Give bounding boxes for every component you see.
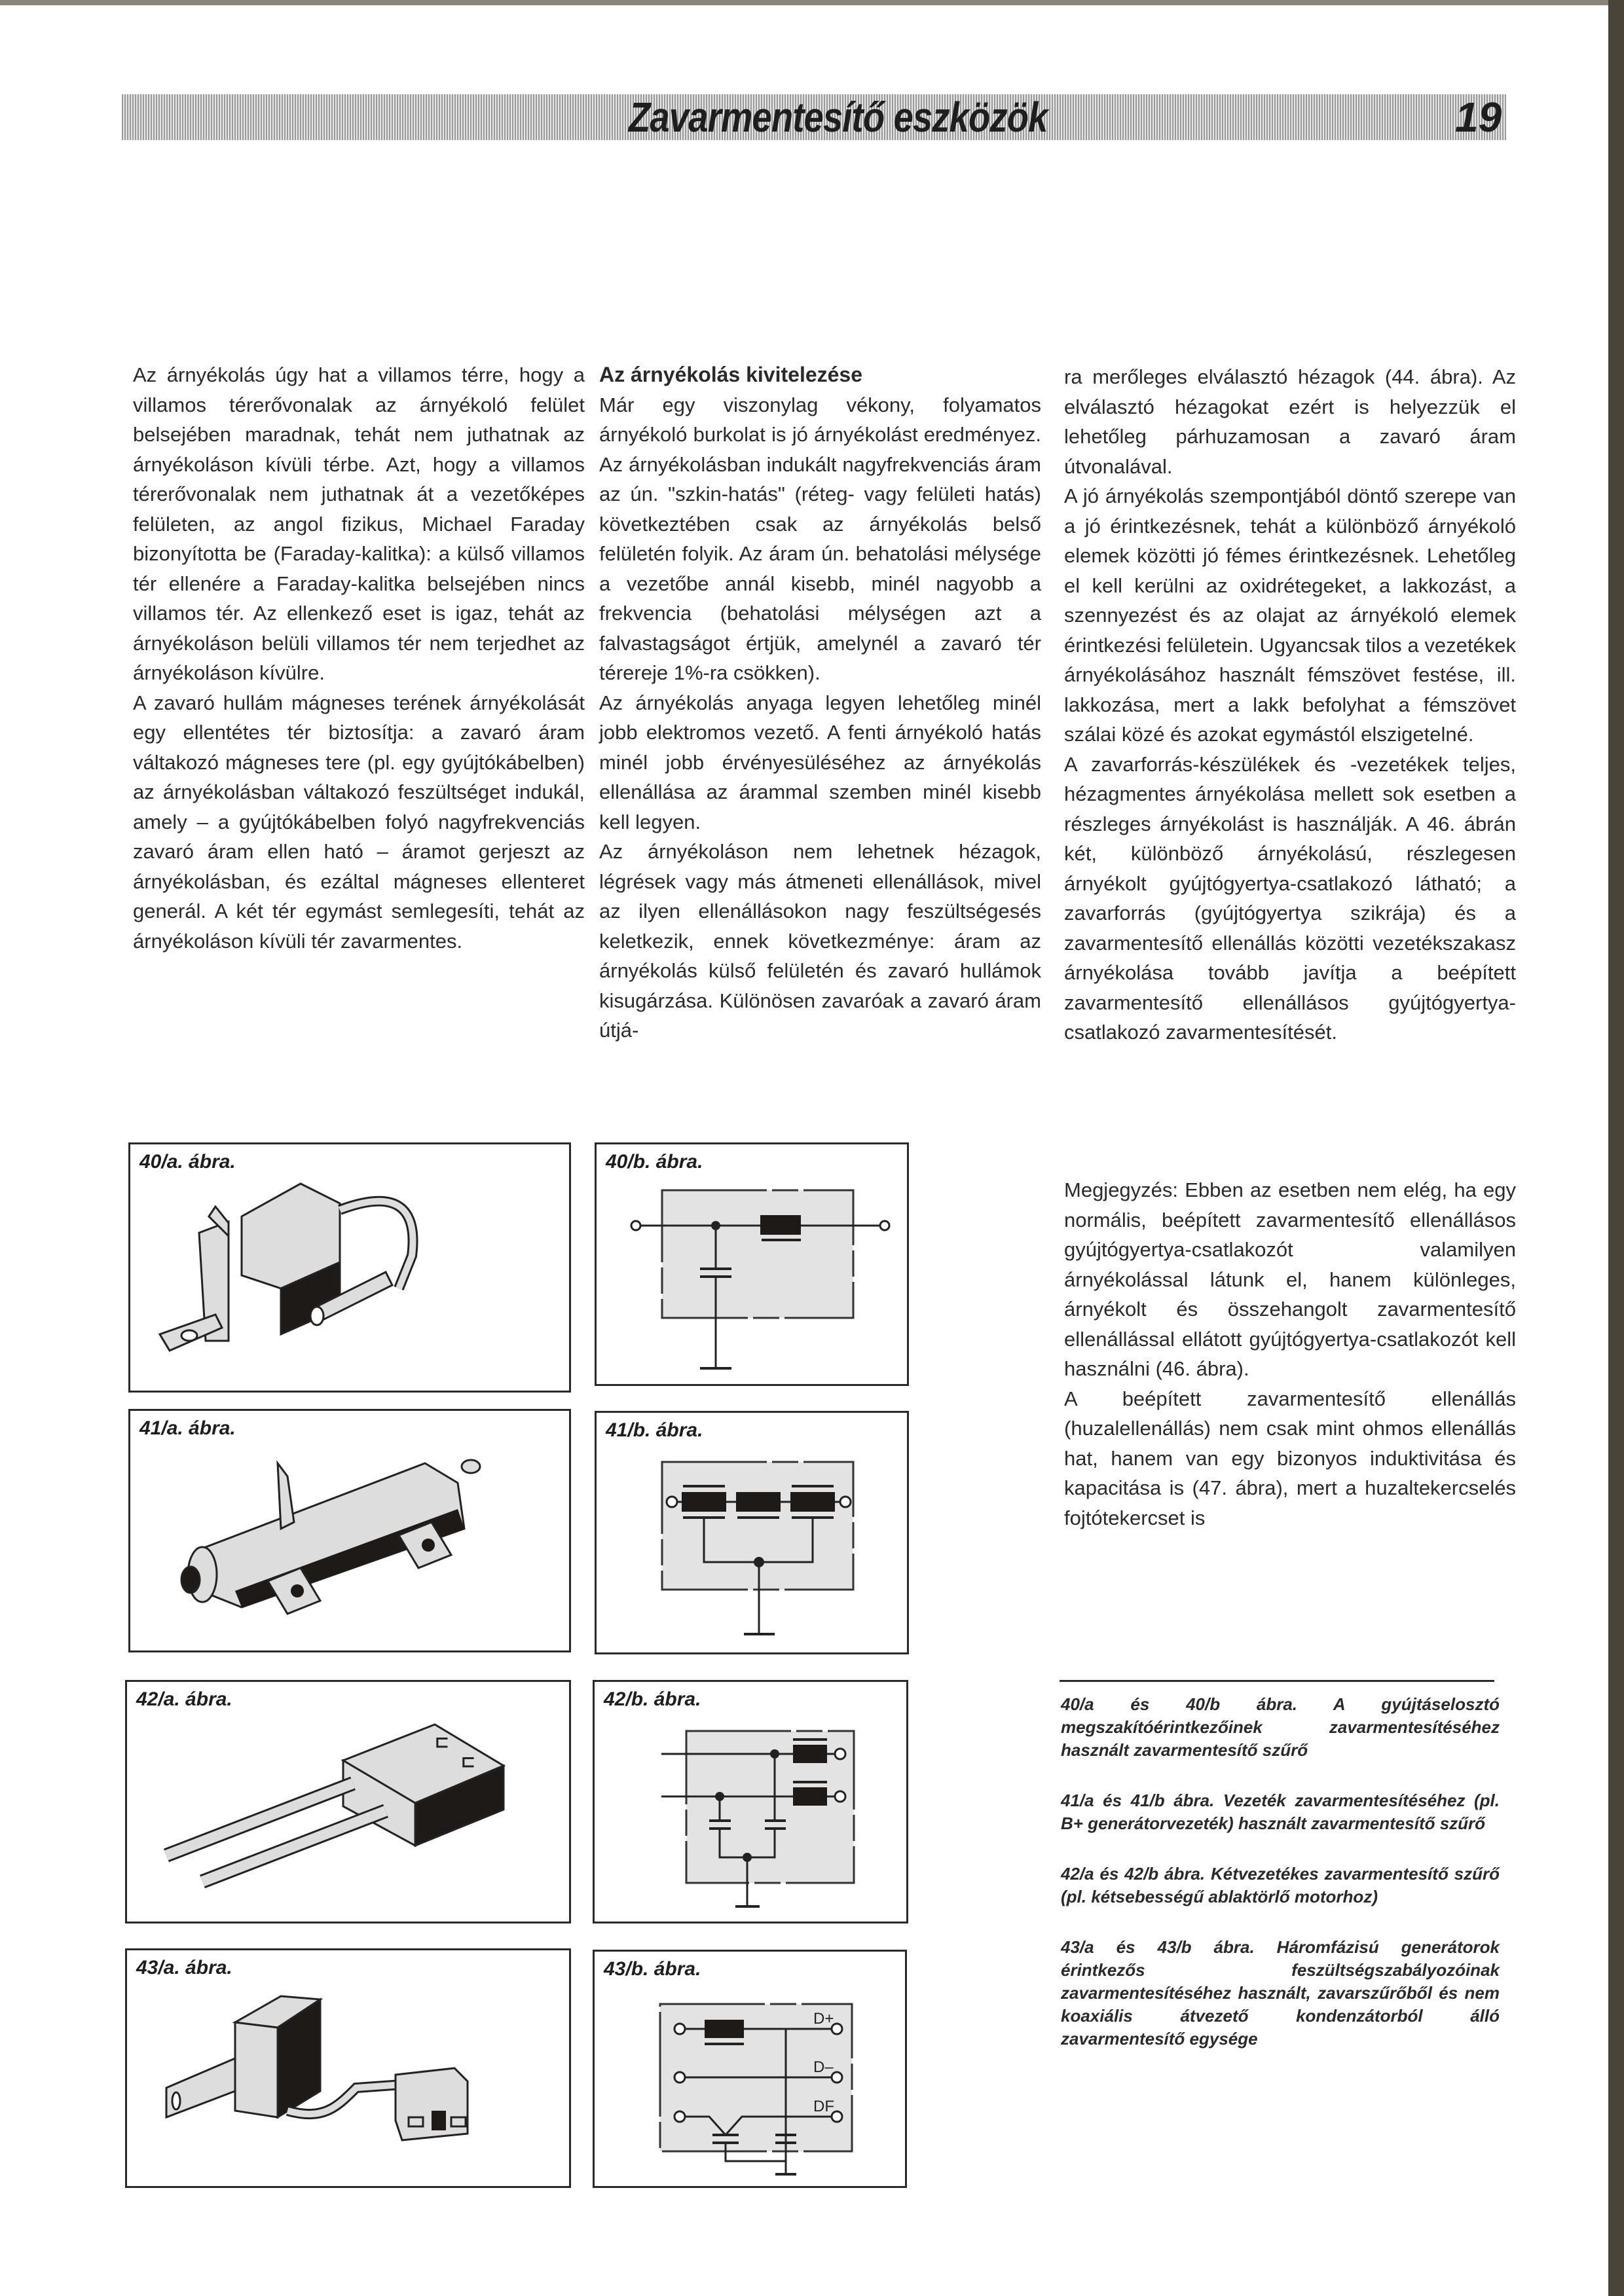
caption-40: 40/a és 40/b ábra. A gyújtáselosztó megszakítóérintkezőinek zavarmentesítéséhez használt zavarmentesítő szűrő — [1061, 1694, 1500, 1760]
figure-42a — [125, 1680, 571, 1923]
figure-42b — [593, 1680, 908, 1923]
section-heading: Az árnyékolás kivitelezése — [599, 363, 863, 386]
figure-label: 43/b. ábra. — [604, 1958, 701, 1980]
paragraph: A zavarforrás-készülékek és -vezetékek teljes, hézagmentes árnyékolása mellett sok esetben a részleges árnyékolást is használják. A 46. ábrán két, különböző árnyékolású, részlegesen árnyékolt gyújtógyertya-csatlakozó látható; a zavarforrás (gyújtógyertya szikrája) és a zavarmentesítő ellenállás közötti vezetékszakasz árnyékolása tovább javítja a beépített zavarmentesítő ellenállásos gyújtógyertya-csatlakozó zavarmentesítését. — [1064, 752, 1516, 1044]
note-paragraph: Megjegyzés: Ebben az esetben nem elég, ha egy normális, beépített zavarmentesítő ellenállásos gyújtógyertya-csatlakozót valamilyen árnyékolással látunk el, hanem különleges, árnyékolt és összehangolt zavarmentesítő ellenállással ellátott gyújtógyertya-csatlakozót kell használni (46. ábra). — [1064, 1178, 1516, 1380]
caption-43: 43/a és 43/b ábra. Háromfázisú generátorok érintkezős feszültségszabályozóinak zavarmentesítéséhez használt, zavarszűrőből és nem koaxiális átvezető kondenzátorból álló zavarmentesítő egysége — [1061, 1937, 1500, 2049]
inductor — [793, 1787, 827, 1806]
inductor — [682, 1492, 726, 1512]
inductor — [705, 2020, 744, 2038]
page-top-edge — [0, 0, 1624, 5]
figure-label: 40/b. ábra. — [606, 1151, 703, 1173]
figure-label: 40/a. ábra. — [139, 1151, 236, 1173]
filter-device-illustration — [130, 1144, 573, 1394]
text-column-2 — [599, 360, 1041, 1046]
paragraph: Már egy viszonylag vékony, folyamatos árnyékoló burkolat is jó árnyékolást eredményez. Az árnyékolásban indukált nagyfrekvenciás áram az ún. "szkin-hatás" (réteg- vagy felületi hatás) következtében csak az árnyékolás belső felületén folyik. Az áram ún. behatolási mélysége a vezetőbe annál kisebb, minél nagyobb a frekvencia (behatolási mélységen azt a falvastagságot értjük, amelynél a zavaró tér térereje 1%-ra csökken). — [599, 393, 1041, 684]
text-column-3 — [1064, 362, 1516, 1048]
inductor — [760, 1215, 801, 1235]
caption-42: 42/a és 42/b ábra. Kétvezetékes zavarmentesítő szűrő (pl. kétsebességű ablaktörlő motorhoz) — [1061, 1864, 1500, 1906]
caption-divider — [1060, 1680, 1494, 1682]
figure-label: 43/a. ábra. — [136, 1957, 232, 1978]
paragraph: Az árnyékolás anyaga legyen lehetőleg minél jobb elektromos vezető. A fenti árnyékoló hatás minél jobb érvényesüléséhez az árnyékolás ellenállása az árammal szemben minél kisebb kell legyen. — [599, 691, 1041, 833]
figure-41a — [128, 1409, 571, 1652]
circuit-diagram — [595, 1952, 909, 2190]
terminal — [667, 1497, 677, 1507]
figure-label: 42/b. ábra. — [604, 1688, 701, 1710]
shield-enclosure — [662, 1190, 853, 1318]
figure-captions — [1061, 1693, 1500, 2078]
regulator-suppressor-illustration — [127, 1950, 573, 2190]
terminal-label-dplus: D+ — [813, 2010, 834, 2028]
shield-enclosure — [662, 1462, 853, 1590]
terminal — [840, 1497, 851, 1507]
caption-41: 41/a és 41/b ábra. Vezeték zavarmentesítéséhez (pl. B+ generátorvezeték) használt zavarmentesítő szűrő — [1061, 1791, 1500, 1833]
paragraph: A beépített zavarmentesítő ellenállás (huzalellenállás) nem csak mint ohmos ellenállás hat, hanem van egy bizonyos induktivitása és kapacitása is (47. ábra), mert a huzaltekercselés fojtótekercset is — [1064, 1387, 1516, 1529]
figure-43b — [593, 1950, 907, 2188]
terminal — [674, 2072, 685, 2083]
terminal — [631, 1221, 640, 1230]
inductor — [790, 1492, 835, 1512]
figure-label: 42/a. ábra. — [136, 1688, 232, 1710]
terminal-label-dminus: D– — [813, 2058, 834, 2076]
running-header-title: Zavarmentesítő eszközök — [629, 94, 1048, 141]
page-binding-edge — [1608, 0, 1624, 2296]
terminal — [880, 1221, 889, 1230]
terminal-label-df: DF — [813, 2098, 834, 2115]
figure-40b — [595, 1142, 909, 1386]
paragraph: Az árnyékolás úgy hat a villamos térre, hogy a villamos térerővonalak az árnyékoló felület belsejében maradnak, tehát nem juthatnak az árnyékoláson kívüli térbe. Azt, hogy a villamos térerővonalak nem juthatnak át a vezetőképes felületen, az angol fizikus, Michael Faraday bizonyította be (Faraday-kalitka): a külső villamos tér ellenére a Faraday-kalitka belsejében nincs villamos tér. Az ellenkező eset is igaz, tehát az árnyékoláson belüli villamos tér nem terjedhet az árnyékoláson kívülre. — [133, 363, 585, 684]
svg-text:⊏: ⊏ — [435, 1732, 449, 1751]
terminal — [674, 2024, 685, 2034]
inductor — [736, 1492, 781, 1512]
figure-40a — [128, 1142, 571, 1393]
terminal — [835, 1791, 845, 1802]
circuit-diagram — [597, 1413, 911, 1656]
circuit-diagram — [597, 1144, 911, 1388]
paragraph: A jó árnyékolás szempontjából döntő szerepe van a jó érintkezésnek, tehát a különböző árnyékoló elemek közötti jó fémes érintkezésnek. Lehetőleg el kell kerülni az oxidrétegeket, a lakkozást, a szennyezést és az olajat az árnyékoló elemek érintkezési felületein. Ugyancsak tilos a vezetékek árnyékolásához használt fémszövet festése, ill. lakkozása, mert a lakk befolyhat a fémszövet szálai közé és azokat egymástól elszigetelné. — [1064, 484, 1516, 746]
terminal — [835, 1749, 845, 1759]
inductor — [793, 1745, 827, 1763]
svg-text:⊏: ⊏ — [461, 1751, 475, 1771]
figure-43a — [125, 1948, 571, 2188]
paragraph: A zavaró hullám mágneses terének árnyékolását egy ellentétes tér biztosítja: a zavaró áram váltakozó mágneses tere (pl. egy gyújtókábelben) az árnyékolásban váltakozó feszültséget indukál, amely – a gyújtókábelben folyó nagyfrekvenciás zavaró áram ellen ható – áramot gerjeszt az árnyékolásban, és ezáltal mágneses ellenteret generál. A két tér egymást semlegesíti, tehát az árnyékoláson kívüli tér zavarmentes. — [133, 691, 585, 953]
figure-label: 41/a. ábra. — [139, 1417, 236, 1439]
two-wire-filter-illustration — [127, 1682, 573, 1925]
page-number: 19 — [1455, 94, 1502, 141]
text-column-1 — [133, 360, 585, 956]
circuit-diagram — [595, 1682, 910, 1925]
line-filter-illustration — [130, 1411, 573, 1654]
terminal — [674, 2111, 685, 2122]
figure-41b — [595, 1411, 909, 1654]
note-block — [1064, 1175, 1516, 1533]
figure-label: 41/b. ábra. — [606, 1419, 703, 1441]
paragraph: ra merőleges elválasztó hézagok (44. ábra). Az elválasztó hézagokat ezért is helyezzük el lehetőleg párhuzamosan a zavaró áram útvonalával. — [1064, 365, 1516, 478]
paragraph: Az árnyékoláson nem lehetnek hézagok, légrések vagy más átmeneti ellenállások, mivel az ilyen ellenállásokon nagy feszültségesés keletkezik, ennek következménye: áram az árnyékolás külső felületén és zavaró hullámok kisugárzása. Különösen zavaróak a zavaró áram útjá- — [599, 840, 1041, 1042]
